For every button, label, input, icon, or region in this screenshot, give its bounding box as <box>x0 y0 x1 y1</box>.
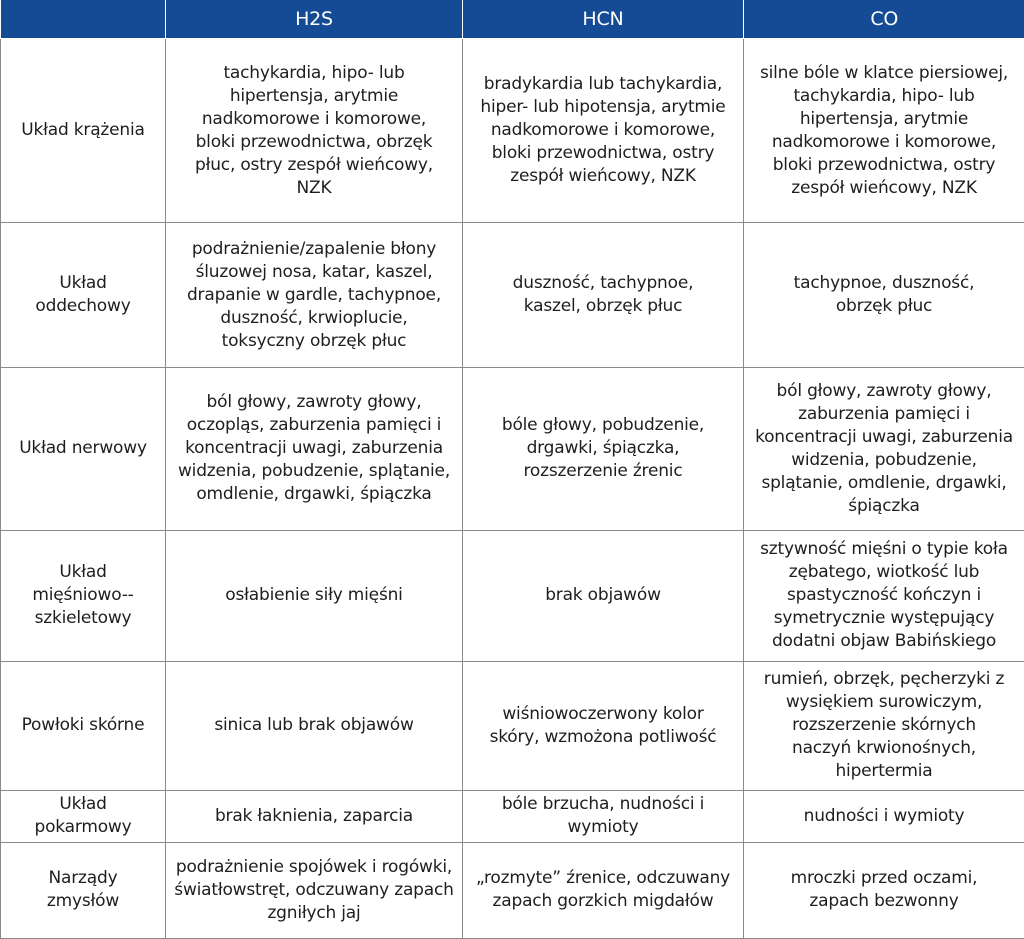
table-row <box>1 39 1024 223</box>
table-row <box>1 842 1024 938</box>
row-label: Układ oddechowy <box>1 223 166 368</box>
row-label: Układ pokarmowy <box>1 790 166 842</box>
header-hcn: HCN <box>463 0 744 39</box>
cell-co: rumień, obrzęk, pęcherzyki z wysiękiem surowiczym, rozszerzenie skórnych naczyń krwionośnych, hipertermia <box>744 661 1024 790</box>
cell-h2s: sinica lub brak objawów <box>166 661 463 790</box>
cell-hcn: bóle głowy, pobudzenie, drgawki, śpiączka, rozszerzenie źrenic <box>463 368 744 530</box>
header-row <box>1 0 1024 39</box>
cell-hcn: wiśniowoczerwony kolor skóry, wzmożona potliwość <box>463 661 744 790</box>
cell-h2s: ból głowy, zawroty głowy, oczopląs, zaburzenia pamięci i koncentracji uwagi, zaburzenia widzenia, pobudzenie, splątanie, omdlenie, drgawki, śpiączka <box>166 368 463 530</box>
table-row <box>1 530 1024 661</box>
cell-h2s: osłabienie siły mięśni <box>166 530 463 661</box>
row-label: Narządy zmysłów <box>1 842 166 938</box>
cell-hcn: bradykardia lub tachykardia, hiper- lub hipotensja, arytmie nadkomorowe i komorowe, bloki przewodnictwa, ostry zespół wieńcowy, NZK <box>463 39 744 223</box>
row-label: Układ nerwowy <box>1 368 166 530</box>
cell-hcn: bóle brzucha, nudności i wymioty <box>463 790 744 842</box>
cell-co: tachypnoe, duszność, obrzęk płuc <box>744 223 1024 368</box>
cell-co: ból głowy, zawroty głowy, zaburzenia pamięci i koncentracji uwagi, zaburzenia widzenia, pobudzenie, splątanie, omdlenie, drgawki, śpiączka <box>744 368 1024 530</box>
cell-h2s: podrażnienie/zapalenie błony śluzowej nosa, katar, kaszel, drapanie w gardle, tachypnoe, duszność, krwioplucie, toksyczny obrzęk płuc <box>166 223 463 368</box>
table-row <box>1 223 1024 368</box>
cell-h2s: brak łaknienia, zaparcia <box>166 790 463 842</box>
cell-hcn: brak objawów <box>463 530 744 661</box>
row-label: Powłoki skórne <box>1 661 166 790</box>
cell-h2s: tachykardia, hipo- lub hipertensja, arytmie nadkomorowe i komorowe, bloki przewodnictwa, obrzęk płuc, ostry zespół wieńcowy, NZK <box>166 39 463 223</box>
cell-co: silne bóle w klatce piersiowej, tachykardia, hipo- lub hipertensja, arytmie nadkomorowe i komorowe, bloki przewodnictwa, ostry zespół wieńcowy, NZK <box>744 39 1024 223</box>
row-label: Układ krążenia <box>1 39 166 223</box>
table-row <box>1 368 1024 530</box>
header-h2s: H2S <box>166 0 463 39</box>
table-row <box>1 661 1024 790</box>
cell-hcn: „rozmyte” źrenice, odczuwany zapach gorzkich migdałów <box>463 842 744 938</box>
header-co: CO <box>744 0 1024 39</box>
cell-h2s: podrażnienie spojówek i rogówki, światłowstręt, odczuwany zapach zgniłych jaj <box>166 842 463 938</box>
cell-hcn: duszność, tachypnoe, kaszel, obrzęk płuc <box>463 223 744 368</box>
table-row <box>1 790 1024 842</box>
cell-co: nudności i wymioty <box>744 790 1024 842</box>
header-corner <box>1 0 166 39</box>
row-label: Układ mięśniowo--szkieletowy <box>1 530 166 661</box>
cell-co: sztywność mięśni o typie koła zębatego, wiotkość lub spastyczność kończyn i symetrycznie występujący dodatni objaw Babińskiego <box>744 530 1024 661</box>
cell-co: mroczki przed oczami, zapach bezwonny <box>744 842 1024 938</box>
